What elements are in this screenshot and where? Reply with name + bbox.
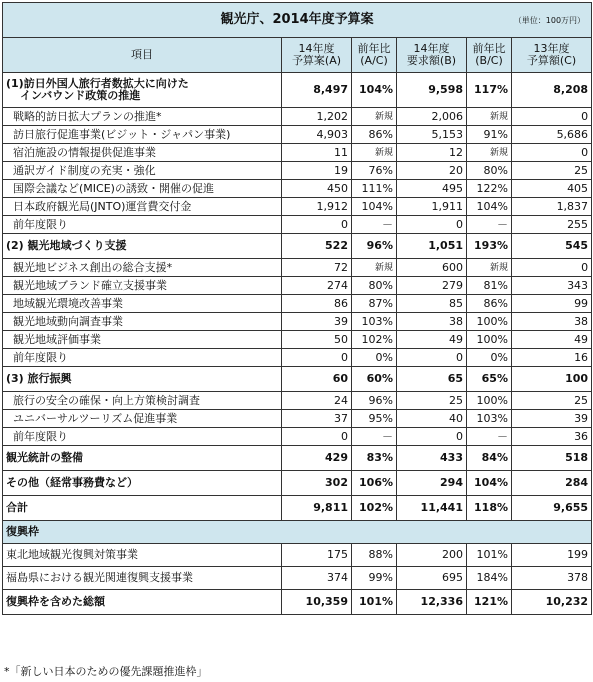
item-row-value: 76% (352, 162, 397, 180)
group-row-value: 117% (467, 73, 512, 108)
total-row-value: 9,811 (282, 496, 352, 521)
item-row-value: 81% (467, 277, 512, 295)
reconstruction-row-value: 200 (397, 544, 467, 567)
group-row-value: 1,051 (397, 234, 467, 259)
reconstruction-row-label: 福島県における観光関連復興支援事業 (3, 567, 282, 590)
other-row-value: 106% (352, 471, 397, 496)
item-row-value: 85 (397, 295, 467, 313)
other-row-value: 284 (512, 471, 592, 496)
item-row-value: 111% (352, 180, 397, 198)
group-row-label: (2) 観光地域づくり支援 (3, 234, 282, 259)
item-row-value: 新規 (467, 259, 512, 277)
item-row-value: 25 (397, 392, 467, 410)
reconstruction-row (3, 567, 592, 590)
header-ratio-bc: 前年比 (B/C) (467, 38, 512, 73)
item-row-value: 新規 (467, 108, 512, 126)
item-row-label: 前年度限り (3, 428, 282, 446)
item-row-label: 観光地域ブランド確立支援事業 (3, 277, 282, 295)
reconstruction-row-value: 99% (352, 567, 397, 590)
item-row-value: － (352, 216, 397, 234)
statistics-row-value: 83% (352, 446, 397, 471)
item-row-value: 495 (397, 180, 467, 198)
item-row-value: 600 (397, 259, 467, 277)
item-row-value: － (467, 428, 512, 446)
reconstruction-row-value: 184% (467, 567, 512, 590)
item-row-label: 宿泊施設の情報提供促進事業 (3, 144, 282, 162)
item-row (3, 277, 592, 295)
footnote: *「新しい日本のための優先課題推進枠」 (4, 665, 208, 678)
group-row-value: 522 (282, 234, 352, 259)
item-row-value: 38 (397, 313, 467, 331)
statistics-row-value: 429 (282, 446, 352, 471)
item-row-value: 0% (352, 349, 397, 367)
item-row (3, 295, 592, 313)
item-row-value: 5,686 (512, 126, 592, 144)
item-row-value: 0 (397, 428, 467, 446)
item-row (3, 126, 592, 144)
item-row-value: 91% (467, 126, 512, 144)
grand-total-row-value: 101% (352, 590, 397, 615)
header-item: 項目 (3, 38, 282, 73)
other-row-label: その他（経常事務費など） (3, 471, 282, 496)
group-row-value: 100 (512, 367, 592, 392)
item-row-value: 39 (512, 410, 592, 428)
group-row (3, 367, 592, 392)
statistics-row-value: 84% (467, 446, 512, 471)
item-row-value: 343 (512, 277, 592, 295)
item-row-value: 104% (467, 198, 512, 216)
item-row-label: 地域観光環境改善事業 (3, 295, 282, 313)
item-row-value: 49 (397, 331, 467, 349)
item-row-value: 104% (352, 198, 397, 216)
group-row-label: (3) 旅行振興 (3, 367, 282, 392)
item-row-value: 80% (352, 277, 397, 295)
item-row-label: 通訳ガイド制度の充実・強化 (3, 162, 282, 180)
item-row-value: 102% (352, 331, 397, 349)
item-row-value: 36 (512, 428, 592, 446)
item-row-value: 86% (467, 295, 512, 313)
item-row-value: 24 (282, 392, 352, 410)
group-row-label: (1)訪日外国人旅行者数拡大に向けた インバウンド政策の推進 (3, 73, 282, 108)
reconstruction-row-value: 378 (512, 567, 592, 590)
item-row-value: 0 (512, 259, 592, 277)
item-row-value: 4,903 (282, 126, 352, 144)
item-row-label: 観光地ビジネス創出の総合支援* (3, 259, 282, 277)
group-row-value: 104% (352, 73, 397, 108)
header-budget-13: 13年度 予算額(C) (512, 38, 592, 73)
grand-total-row-value: 10,359 (282, 590, 352, 615)
total-row-value: 11,441 (397, 496, 467, 521)
item-row (3, 180, 592, 198)
item-row-value: 72 (282, 259, 352, 277)
item-row-value: 0% (467, 349, 512, 367)
item-row-value: 0 (512, 108, 592, 126)
item-row-value: 49 (512, 331, 592, 349)
group-row-value: 8,497 (282, 73, 352, 108)
item-row-value: 103% (352, 313, 397, 331)
item-row-value: 100% (467, 313, 512, 331)
item-row-label: 国際会議など(MICE)の誘致・開催の促進 (3, 180, 282, 198)
group-row-value: 8,208 (512, 73, 592, 108)
item-row (3, 313, 592, 331)
statistics-row-label: 観光統計の整備 (3, 446, 282, 471)
item-row-value: 40 (397, 410, 467, 428)
grand-total-row-value: 121% (467, 590, 512, 615)
item-row-label: 前年度限り (3, 349, 282, 367)
reconstruction-row-value: 199 (512, 544, 592, 567)
total-row-value: 9,655 (512, 496, 592, 521)
item-row-value: 99 (512, 295, 592, 313)
item-row-value: 0 (512, 144, 592, 162)
grand-total-row (3, 590, 592, 615)
total-row-label: 合計 (3, 496, 282, 521)
item-row-value: 122% (467, 180, 512, 198)
header-row (3, 38, 592, 73)
reconstruction-row-value: 695 (397, 567, 467, 590)
item-row-value: 0 (282, 428, 352, 446)
item-row (3, 162, 592, 180)
item-row-value: 37 (282, 410, 352, 428)
item-row (3, 428, 592, 446)
header-budget-14: 14年度 予算案(A) (282, 38, 352, 73)
item-row-value: 96% (352, 392, 397, 410)
item-row-value: 405 (512, 180, 592, 198)
statistics-row-value: 433 (397, 446, 467, 471)
item-row-value: 1,912 (282, 198, 352, 216)
item-row-label: 日本政府観光局(JNTO)運営費交付金 (3, 198, 282, 216)
reconstruction-row-value: 88% (352, 544, 397, 567)
reconstruction-header: 復興枠 (3, 521, 592, 544)
item-row-value: 100% (467, 392, 512, 410)
item-row-label: 訪日旅行促進事業(ビジット・ジャパン事業) (3, 126, 282, 144)
item-row-label: 観光地域評価事業 (3, 331, 282, 349)
item-row-value: 11 (282, 144, 352, 162)
item-row-value: － (352, 428, 397, 446)
other-row (3, 471, 592, 496)
item-row-value: 86 (282, 295, 352, 313)
grand-total-row-value: 10,232 (512, 590, 592, 615)
group-row-value: 65 (397, 367, 467, 392)
reconstruction-row-value: 175 (282, 544, 352, 567)
header-ratio-ac: 前年比 (A/C) (352, 38, 397, 73)
item-row-value: 0 (282, 216, 352, 234)
item-row-value: － (467, 216, 512, 234)
item-row-value: 255 (512, 216, 592, 234)
group-row-value: 545 (512, 234, 592, 259)
budget-table (2, 2, 592, 615)
item-row-value: 1,202 (282, 108, 352, 126)
group-row-value: 96% (352, 234, 397, 259)
other-row-value: 104% (467, 471, 512, 496)
item-row-value: 2,006 (397, 108, 467, 126)
header-request-14: 14年度 要求額(B) (397, 38, 467, 73)
item-row (3, 392, 592, 410)
item-row-value: 86% (352, 126, 397, 144)
item-row-value: 87% (352, 295, 397, 313)
statistics-row (3, 446, 592, 471)
unit-label: （単位：100万円） (513, 16, 586, 25)
item-row (3, 331, 592, 349)
item-row-value: 新規 (352, 259, 397, 277)
reconstruction-row-label: 東北地域観光復興対策事業 (3, 544, 282, 567)
item-row-label: 前年度限り (3, 216, 282, 234)
item-row-value: 103% (467, 410, 512, 428)
item-row-label: ユニバーサルツーリズム促進事業 (3, 410, 282, 428)
reconstruction-row-value: 374 (282, 567, 352, 590)
item-row-value: 0 (282, 349, 352, 367)
group-row (3, 234, 592, 259)
item-row-value: 39 (282, 313, 352, 331)
item-row-value: 80% (467, 162, 512, 180)
item-row-value: 新規 (467, 144, 512, 162)
item-row (3, 349, 592, 367)
item-row-value: 新規 (352, 108, 397, 126)
other-row-value: 302 (282, 471, 352, 496)
item-row-value: 5,153 (397, 126, 467, 144)
group-row (3, 73, 592, 108)
total-row-value: 118% (467, 496, 512, 521)
group-row-value: 9,598 (397, 73, 467, 108)
item-row-value: 1,911 (397, 198, 467, 216)
item-row-value: 19 (282, 162, 352, 180)
item-row-value: 16 (512, 349, 592, 367)
item-row-label: 旅行の安全の確保・向上方策検討調査 (3, 392, 282, 410)
reconstruction-row (3, 544, 592, 567)
item-row-value: 274 (282, 277, 352, 295)
item-row-value: 50 (282, 331, 352, 349)
item-row-value: 0 (397, 216, 467, 234)
reconstruction-row-value: 101% (467, 544, 512, 567)
item-row-value: 279 (397, 277, 467, 295)
item-row-value: 95% (352, 410, 397, 428)
item-row-value: 20 (397, 162, 467, 180)
grand-total-row-label: 復興枠を含めた総額 (3, 590, 282, 615)
item-row-value: 新規 (352, 144, 397, 162)
item-row-value: 12 (397, 144, 467, 162)
item-row-value: 450 (282, 180, 352, 198)
item-row-value: 25 (512, 162, 592, 180)
item-row-value: 100% (467, 331, 512, 349)
table-title-cell (3, 3, 592, 38)
group-row-value: 60 (282, 367, 352, 392)
item-row (3, 410, 592, 428)
item-row-value: 25 (512, 392, 592, 410)
group-row-value: 65% (467, 367, 512, 392)
statistics-row-value: 518 (512, 446, 592, 471)
group-row-value: 60% (352, 367, 397, 392)
item-row (3, 198, 592, 216)
item-row (3, 144, 592, 162)
item-row-label: 戦略的訪日拡大プランの推進* (3, 108, 282, 126)
table-title: 観光庁、2014年度予算案 (220, 12, 374, 27)
item-row-value: 0 (397, 349, 467, 367)
total-row (3, 496, 592, 521)
item-row (3, 108, 592, 126)
item-row-value: 1,837 (512, 198, 592, 216)
item-row (3, 259, 592, 277)
item-row-label: 観光地域動向調査事業 (3, 313, 282, 331)
budget-table-container (2, 2, 591, 615)
item-row-value: 38 (512, 313, 592, 331)
group-row-value: 193% (467, 234, 512, 259)
grand-total-row-value: 12,336 (397, 590, 467, 615)
total-row-value: 102% (352, 496, 397, 521)
item-row (3, 216, 592, 234)
other-row-value: 294 (397, 471, 467, 496)
